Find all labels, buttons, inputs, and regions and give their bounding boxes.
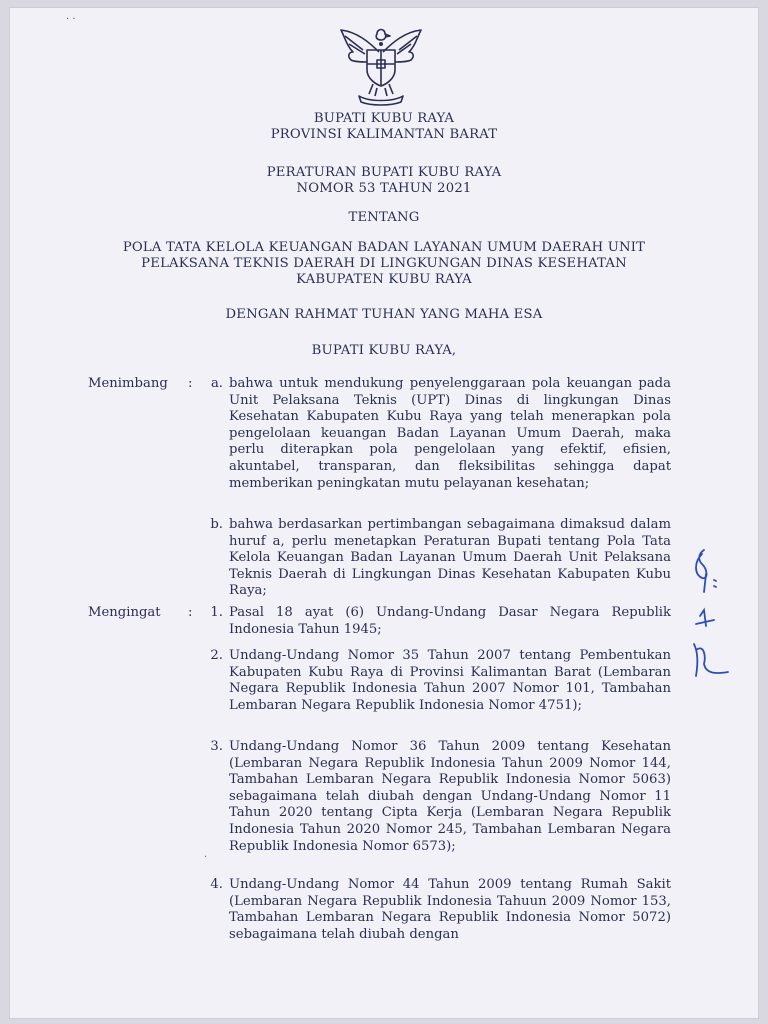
regulation-number: NOMOR 53 TAHUN 2021 xyxy=(296,181,472,196)
scan-speck: · · xyxy=(66,14,76,25)
mengingat-colon: : xyxy=(188,605,193,620)
item-marker: a. xyxy=(210,376,223,391)
province-title: PROVINSI KALIMANTAN BARAT xyxy=(270,127,498,142)
subject-line-1: POLA TATA KELOLA KEUANGAN BADAN LAYANAN UMUM DAERAH UNIT xyxy=(122,240,646,255)
garuda-emblem-icon xyxy=(333,22,429,108)
item-marker: 3. xyxy=(210,739,223,754)
mengingat-label: Mengingat xyxy=(88,605,161,620)
menimbang-item-b: bahwa berdasarkan pertimbangan sebagaimana dimaksud dalam huruf a, perlu menetapkan Peraturan Bupati tentang Pola Tata Kelola Keuangan Badan Layanan Umum Daerah Unit Pelaksana Teknis Daerah di Lingkungan Dinas Kesehatan Kabupaten Kubu Raya; xyxy=(229,517,671,599)
mengingat-item-3: Undang-Undang Nomor 36 Tahun 2009 tentang Kesehatan (Lembaran Negara Republik Indonesia Tahun 2009 Nomor 144, Tambahan Lembaran Negara Republik Indonesia Nomor 5063) sebagaimana telah diubah dengan Undang-Undang Nomor 11 Tahun 2020 tentang Cipta Kerja (Lembaran Negara Republik Indonesia Tahun 2020 Nomor 245, Tambahan Lembaran Negara Republik Indonesia Nomor 6573); xyxy=(229,739,671,854)
handwritten-initials-icon xyxy=(676,540,746,700)
item-marker: 1. xyxy=(210,605,223,620)
regent-address: BUPATI KUBU RAYA, xyxy=(311,343,457,358)
menimbang-item-a: bahwa untuk mendukung penyelenggaraan pola keuangan pada Unit Pelaksana Teknis (UPT) Dinas di lingkungan Dinas Kesehatan Kabupaten Kubu Raya yang telah menerapkan pola pengelolaan keuangan Badan Layanan Umum Daerah, maka perlu diterapkan pola pengelolaan yang efektif, efisien, akuntabel, transparan, dan fleksibilitas sehingga dapat memberikan peningkatan mutu pelayanan kesehatan; xyxy=(229,376,671,491)
item-marker: 2. xyxy=(210,648,223,663)
subject-line-2: PELAKSANA TEKNIS DAERAH DI LINGKUNGAN DINAS KESEHATAN xyxy=(141,256,627,271)
menimbang-colon: : xyxy=(188,376,193,391)
menimbang-label: Menimbang xyxy=(88,376,168,391)
subject-line-3: KABUPATEN KUBU RAYA xyxy=(296,272,472,287)
mengingat-item-1: Pasal 18 ayat (6) Undang-Undang Dasar Negara Republik Indonesia Tahun 1945; xyxy=(229,605,671,637)
item-marker: b. xyxy=(210,517,223,532)
regent-title: BUPATI KUBU RAYA xyxy=(313,111,455,126)
scan-speck: · xyxy=(204,852,208,863)
document-page xyxy=(10,8,758,1018)
mengingat-item-4: Undang-Undang Nomor 44 Tahun 2009 tentang Rumah Sakit (Lembaran Negara Republik Indonesia Tahuun 2009 Nomor 153, Tambahan Lembaran Negara Republik Indonesia Nomor 5072) sebagaimana telah diubah dengan xyxy=(229,877,671,942)
regulation-title: PERATURAN BUPATI KUBU RAYA xyxy=(266,165,502,180)
mengingat-item-2: Undang-Undang Nomor 35 Tahun 2007 tentang Pembentukan Kabupaten Kubu Raya di Provinsi Kalimantan Barat (Lembaran Negara Republik Indonesia Tahun 2007 Nomor 101, Tambahan Lembaran Negara Republik Indonesia Nomor 4751); xyxy=(229,648,671,713)
blessing-line: DENGAN RAHMAT TUHAN YANG MAHA ESA xyxy=(225,307,543,322)
about-heading: TENTANG xyxy=(348,210,420,225)
item-marker: 4. xyxy=(210,877,223,892)
